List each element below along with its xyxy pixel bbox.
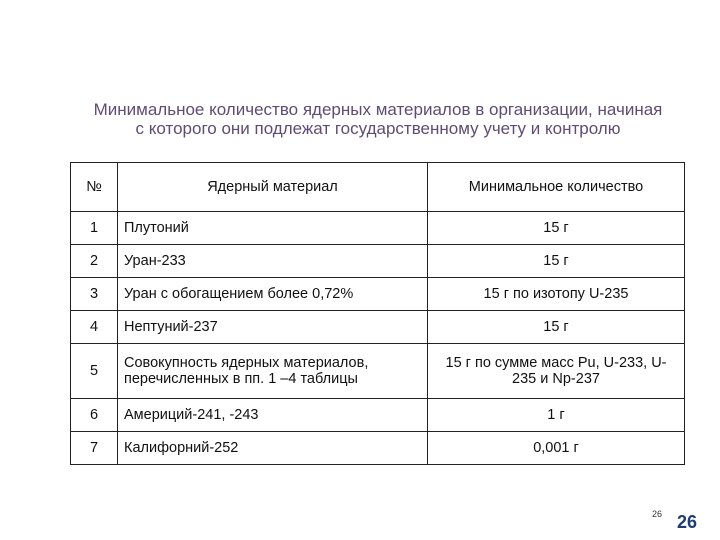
header-min-quantity: Минимальное количество: [428, 163, 685, 212]
row-number: 4: [71, 311, 118, 344]
table-row: [71, 278, 685, 311]
row-number: 3: [71, 278, 118, 311]
row-material: Калифорний-252: [118, 432, 428, 465]
row-number: 6: [71, 399, 118, 432]
row-material: Уран-233: [118, 245, 428, 278]
row-number: 2: [71, 245, 118, 278]
header-material: Ядерный материал: [118, 163, 428, 212]
page-number: 26: [677, 512, 698, 532]
row-min-quantity: 15 г: [428, 311, 685, 344]
row-min-quantity: 15 г: [428, 245, 685, 278]
table-row: [71, 311, 685, 344]
row-number: 1: [71, 212, 118, 245]
row-material: Уран с обогащением более 0,72%: [118, 278, 428, 311]
page-title: Минимальное количество ядерных материалов в организации, начиная с которого они подлежат государственному учету и контролю: [93, 100, 663, 138]
row-min-quantity: 0,001 г: [428, 432, 685, 465]
row-material: Совокупность ядерных материалов, перечисленных в пп. 1 –4 таблицы: [118, 344, 428, 399]
table-header-row: [71, 163, 685, 212]
row-number: 5: [71, 344, 118, 399]
row-number: 7: [71, 432, 118, 465]
row-material: Плутоний: [118, 212, 428, 245]
table-row: [71, 212, 685, 245]
table-row: [71, 432, 685, 465]
table-row: [71, 399, 685, 432]
header-number: №: [71, 163, 118, 212]
table-row: [71, 344, 685, 399]
row-min-quantity: 15 г по изотопу U-235: [428, 278, 685, 311]
row-material: Америций-241, -243: [118, 399, 428, 432]
row-min-quantity: 15 г: [428, 212, 685, 245]
materials-table: [70, 162, 685, 465]
row-material: Нептуний-237: [118, 311, 428, 344]
table-row: [71, 245, 685, 278]
row-min-quantity: 15 г по сумме масс Pu, U-233, U-235 и Np-237: [428, 344, 685, 399]
row-min-quantity: 1 г: [428, 399, 685, 432]
page-number-small: 26: [652, 509, 663, 519]
